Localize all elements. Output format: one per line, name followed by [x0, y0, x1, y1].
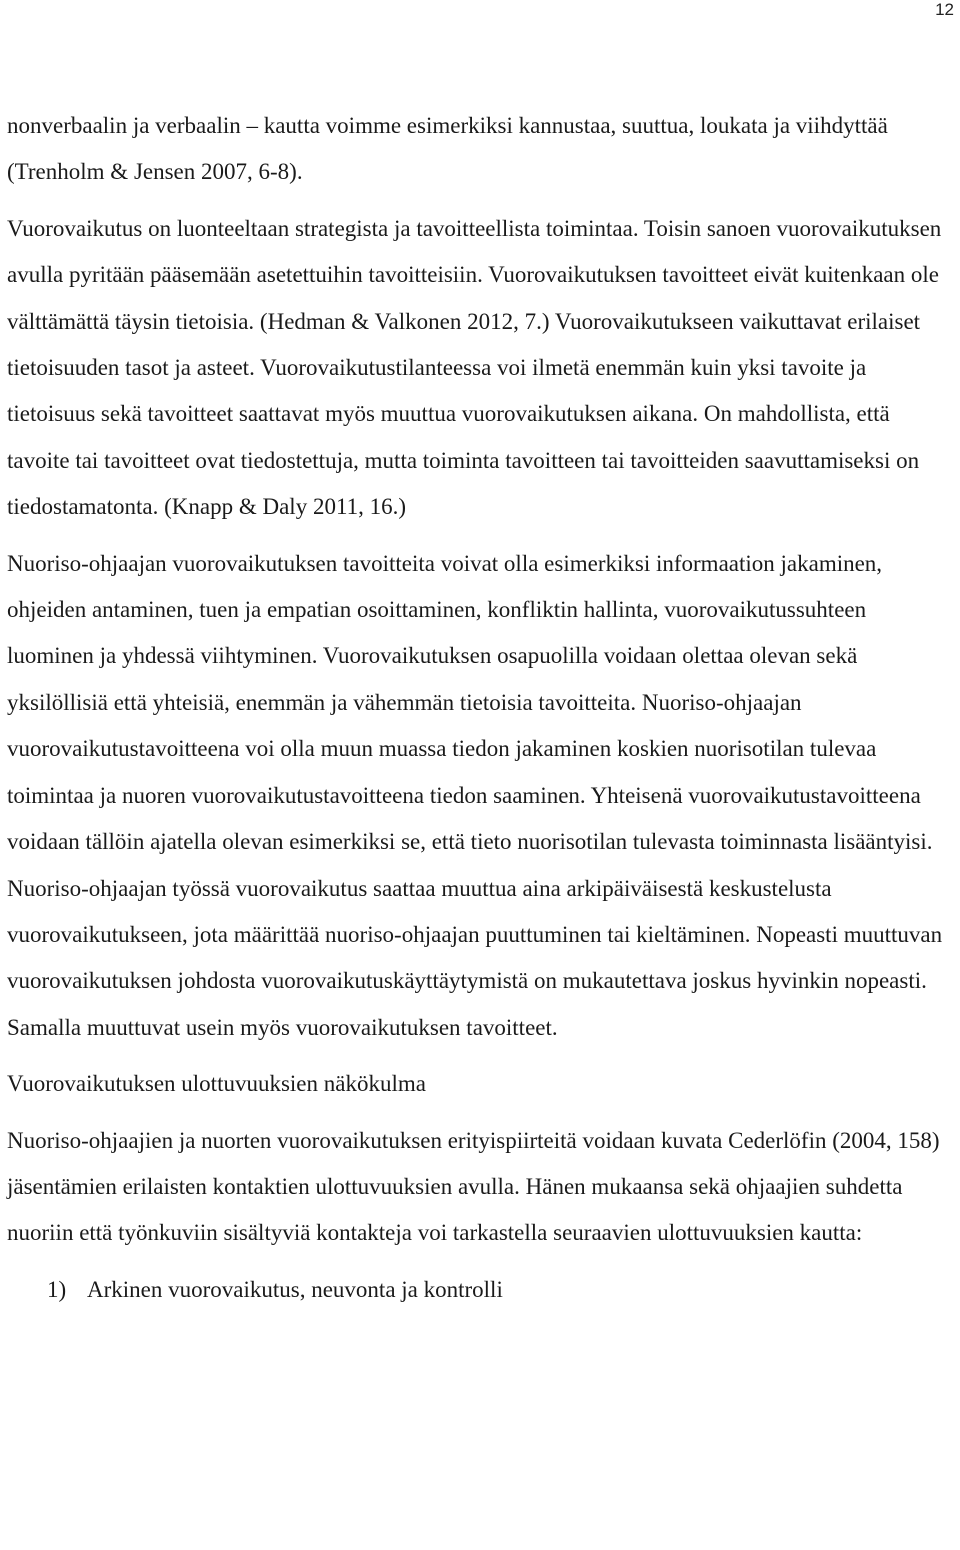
list-item-text: Arkinen vuorovaikutus, neuvonta ja kontrolli [87, 1276, 503, 1302]
dimensions-list [7, 1267, 957, 1313]
list-item [7, 1267, 957, 1313]
paragraph-strategic-interaction [7, 206, 957, 531]
spacer [7, 1051, 957, 1061]
paragraph-text: Nuoriso-ohjaajan vuorovaikutuksen tavoitteita voivat olla esimerkiksi informaation jakaminen, ohjeiden antaminen, tuen ja empatian osoittaminen, konfliktin hallinta, vuorovaikutussuhteen luominen ja yhdessä viihtyminen. Vuorovaikutuksen osapuolilla voidaan olettaa olevan sekä yksilöllisiä että yhteisiä, enemmän ja vähemmän tietoisia tavoitteita. Nuoriso-ohjaajan vuorovaikutustavoitteena voi olla muun muassa tiedon jakaminen koskien nuorisotilan tulevaa toimintaa ja nuoren vuorovaikutustavoitteena tiedon saaminen. Yhteisenä vuorovaikutustavoitteena voidaan tällöin ajatella olevan esimerkiksi se, että tieto nuorisotilan tulevasta toiminnasta lisääntyisi. Nuoriso-ohjaajan työssä vuorovaikutus saattaa muuttua aina arkipäiväisestä keskustelusta vuorovaikutukseen, jota määrittää nuoriso-ohjaajan puuttuminen tai kieltäminen. Nopeasti muuttuvan vuorovaikutuksen johdosta vuorovaikutuskäyttäytymistä on mukautettava joskus hyvinkin nopeasti. Samalla muuttuvat usein myös vuorovaikutuksen tavoitteet. [7, 550, 943, 1040]
page-number: 12 [935, 0, 954, 19]
spacer [7, 196, 957, 206]
paragraph-text: nonverbaalin ja verbaalin – kautta voimme esimerkiksi kannustaa, suuttua, loukata ja viihdyttää (Trenholm & Jensen 2007, 6-8). [7, 113, 888, 185]
spacer [7, 1108, 957, 1118]
paragraph-text: Nuoriso-ohjaajien ja nuorten vuorovaikutuksen erityispiirteitä voidaan kuvata Cederlöfin (2004, 158) jäsentämien erilaisten kontaktien ulottuvuuksien avulla. Hänen mukaansa sekä ohjaajien suhdetta nuoriin että työnkuviin sisältyviä kontakteja voi tarkastella seuraavien ulottuvuuksien kautta: [7, 1127, 940, 1246]
paragraph-text: Vuorovaikutus on luonteeltaan strategista ja tavoitteellista toimintaa. Toisin sanoen vuorovaikutuksen avulla pyritään pääsemään asetettuihin tavoitteisiin. Vuorovaikutuksen tavoitteet eivät kuitenkaan ole välttämättä täysin tietoisia. (Hedman & Valkonen 2012, 7.) Vuorovaikutukseen vaikuttavat erilaiset tietoisuuden tasot ja asteet. Vuorovaikutustilanteessa voi ilmetä enemmän kuin yksi tavoite ja tietoisuus sekä tavoitteet saattavat myös muuttua vuorovaikutuksen aikana. On mahdollista, että tavoite tai tavoitteet ovat tiedostettuja, mutta toiminta tavoitteen tai tavoitteiden saavuttamiseksi on tiedostamatonta. (Knapp & Daly 2011, 16.) [7, 215, 942, 520]
spacer [7, 1257, 957, 1267]
spacer [7, 531, 957, 541]
paragraph-intro-continuation [7, 103, 957, 196]
document-body [7, 103, 957, 1313]
section-heading: Vuorovaikutuksen ulottuvuuksien näkökulma [7, 1071, 426, 1097]
paragraph-youth-worker-goals [7, 541, 957, 1051]
paragraph-dimensions-intro [7, 1118, 957, 1257]
list-marker: 1) [47, 1276, 67, 1302]
